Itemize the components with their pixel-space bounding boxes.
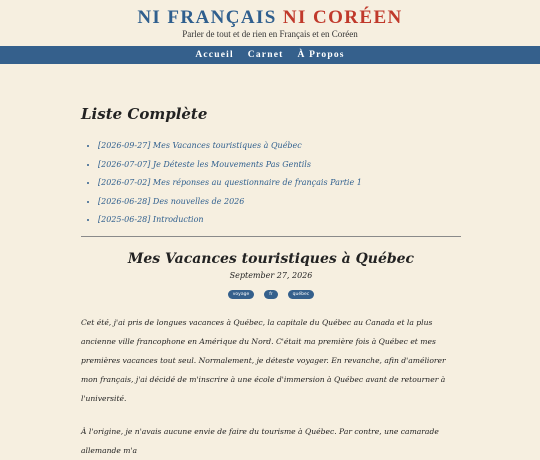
tag-fr[interactable]: fr [264,290,277,299]
post-list-item [98,137,461,156]
post-link-nouvelles[interactable]: [2026-06-28] Des nouvelles de 2026 [98,196,245,206]
main-content [81,100,461,460]
site-title-korean[interactable]: NI CORÉEN [282,7,403,28]
post-link-mouvements[interactable]: [2026-07-07] Je Déteste les Mouvements Pas Gentils [98,159,311,169]
section-divider [81,236,461,237]
post-list-item [98,193,461,212]
post-body [81,313,461,460]
site-header [0,0,540,46]
post-list-item [98,174,461,193]
main-nav [0,46,540,64]
post-title: Mes Vacances touristiques à Québec [127,250,415,267]
post-paragraph: Cet été, j'ai pris de longues vacances à Québec, la capitale du Québec au Canada et la plus ancienne ville francophone en Amérique du Nord. C'était ma première fois à Québec et mes premières vacances tout seul. Normalement, je déteste voyager. En revanche, afin d'améliorer mon français, j'ai décidé de m'inscrire à une école d'immersion à Québec avant de retourner à l'université. [81,317,446,403]
nav-carnet[interactable]: Carnet [247,50,284,60]
post-tags [81,290,461,299]
post-list-item [98,211,461,230]
tag-quebec[interactable]: québec [288,290,315,299]
post-list [81,137,461,230]
post-list-item [98,156,461,175]
site-title[interactable] [0,8,540,28]
nav-a-propos[interactable]: À Propos [297,50,345,60]
post-link-quebec[interactable]: [2026-09-27] Mes Vacances touristiques à Québec [98,141,302,150]
post-date: September 27, 2026 [229,270,313,280]
tag-voyage[interactable]: voyage [228,290,254,299]
post-article [81,250,461,460]
nav-accueil[interactable]: Accueil [195,50,234,60]
site-tagline: Parler de tout et de rien en Français et en Coréen [182,29,358,39]
list-title: Liste Complète [81,105,208,123]
post-link-questionnaire[interactable]: [2026-07-02] Mes réponses au questionnaire de français Partie 1 [98,178,362,187]
post-link-introduction[interactable]: [2025-06-28] Introduction [98,215,204,224]
post-paragraph: À l'origine, je n'avais aucune envie de faire du tourisme à Québec. Par contre, une camarade allemande m'a [81,426,439,455]
site-title-french[interactable]: NI FRANÇAIS [137,7,277,28]
